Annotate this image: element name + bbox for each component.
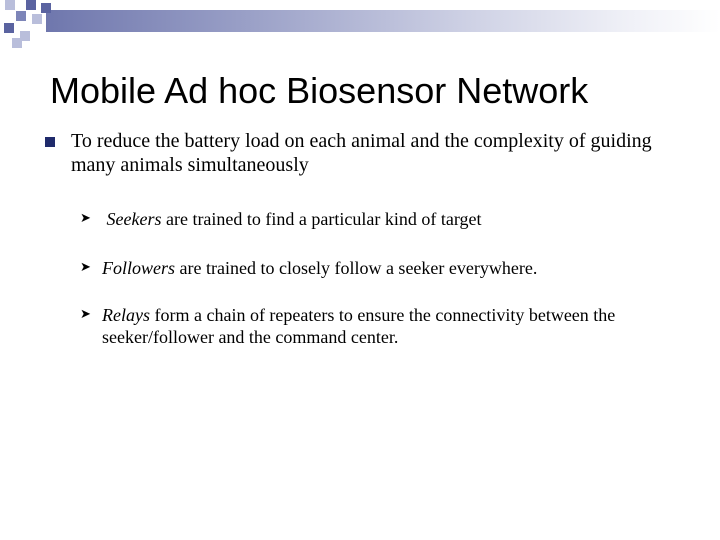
sub-bullet-text: form a chain of repeaters to ensure the connectivity between the seeker/follower and the command center. — [102, 305, 616, 347]
header-decoration — [0, 0, 720, 50]
arrow-bullet-icon: ➤ — [80, 307, 91, 322]
decor-square-icon — [4, 23, 14, 33]
decor-square-icon — [32, 14, 42, 24]
sub-bullet-text: are trained to closely follow a seeker everywhere. — [175, 258, 538, 278]
sub-bullet-term: Seekers — [106, 209, 162, 229]
sub-bullet-item — [80, 256, 680, 279]
sub-bullet-item — [80, 303, 680, 348]
header-gradient-bar — [46, 10, 720, 32]
decor-square-icon — [26, 0, 36, 10]
arrow-bullet-icon: ➤ — [80, 260, 91, 275]
main-bullet-text: To reduce the battery load on each animal and the complexity of guiding many animals simultaneously — [71, 130, 652, 176]
decor-square-icon — [12, 38, 22, 48]
slide-title: Mobile Ad hoc Biosensor Network — [50, 70, 589, 111]
arrow-bullet-icon: ➤ — [80, 211, 91, 226]
decor-square-icon — [5, 0, 15, 10]
sub-bullet-text: are trained to find a particular kind of target — [161, 209, 482, 229]
sub-bullet-term: Relays — [102, 305, 150, 325]
square-bullet-icon — [45, 137, 55, 147]
sub-bullet-item — [80, 207, 680, 230]
sub-bullet-term: Followers — [102, 258, 176, 278]
decor-square-icon — [16, 11, 26, 21]
decor-square-icon — [41, 3, 51, 13]
